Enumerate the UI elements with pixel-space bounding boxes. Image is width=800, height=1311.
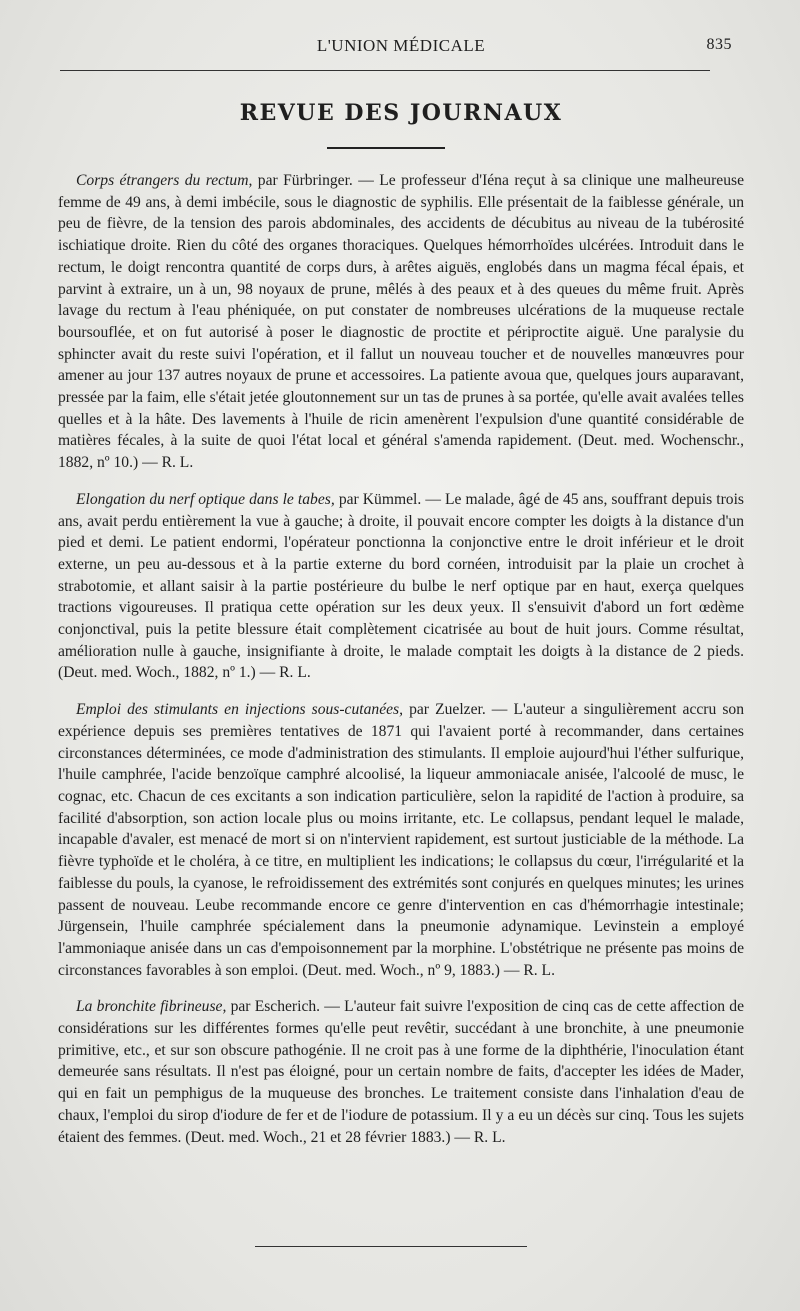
article-lead: Corps étrangers du rectum, [76,172,253,189]
article-rectum [58,170,744,474]
page-number: 835 [706,36,732,53]
article-lead: Elongation du nerf optique dans le tabes, [76,490,335,508]
article-text: par Escherich. — L'auteur fait suivre l'exposition de cinq cas de cette affection de considérations sur les différentes formes qu'elle peut revêtir, succédant à une bronchite, à une pneumonie primitive, etc., et sur son obscure pathogénie. Il ne croit pas à une forme de la diphthérie, l'inoculation étant demeurée sans résultats. Il n'est pas éloigné, pour un certain nombre de faits, d'accepter les idées de Mader, qui en fait un pemphigus de la muqueuse des bronches. Le traitement consiste dans l'inhalation d'eau de chaux, l'emploi du sirop d'iodure de fer et de l'iodure de potassium. Il y a eu un décès sur cinq. Tous les sujets étaient des femmes. (Deut. med. Woch., 21 et 28 février 1883.) — R. L. [58,998,745,1146]
article-lead: Emploi des stimulants en injections sous-cutanées, [76,701,404,719]
article-body [58,170,744,1163]
article-text: par Fürbringer. — Le professeur d'Iéna reçut à sa clinique une malheureuse femme de 49 ans, à demi imbécile, sous le diagnostic de syphilis. Elle présentait de la faiblesse générale, un peu de fièvre, de la tension des parois abdominales, des accidents de décubitus au niveau de la tubérosité ischiatique droite. Rien du côté des organes thoraciques. Quelques hémorrhoïdes ulcérées. Introduit dans le rectum, le doigt rencontra quantité de corps durs, à arêtes aiguës, englobés dans un magma fécal épais, et parvint à extraire, un à un, 98 noyaux de prune, mêlés à des peaux et à des queues du même fruit. Après lavage du rectum à l'eau phéniquée, on put constater de nombreuses ulcérations de la muqueuse rectale boursouflée, et on fut autorisé à poser le diagnostic de proctite et périproctite aiguë. Une paralysie du sphincter avait du reste suivi l'opération, et il fallut un nouveau toucher et de nouvelles manœuvres pour amener au jour 137 autres noyaux de prune et accessoires. La patiente avoua que, quelques jours auparavant, pressée par la faim, elle s'était jetée gloutonnement sur un tas de prunes à sa portée, qu'elle avait avalées telles quelles et à la hâte. Des lavements à l'huile de ricin amenèrent l'expulsion d'une quantité considérable de matières fécales, à la suite de quoi l'état local et général s'amenda rapidement. (Deut. med. Wochenschr., 1882, nº 10.) — R. L. [58,172,744,472]
header-rule [60,70,710,71]
end-rule [255,1246,527,1247]
running-title: L'UNION MÉDICALE [316,36,486,55]
article-text: par Kümmel. — Le malade, âgé de 45 ans, souffrant depuis trois ans, avait perdu entièrement la vue à gauche; à droite, il pouvait encore compter les doigts à la distance d'un pied et demi. Le patient endormi, l'opérateur ponctionna la conjonctive entre le droit inférieur et le droit externe, un peu au-dessous et à la partie externe du bord cornéen, introduisit par la plaie un crochet à strabotomie, et allant saisir à la partie postérieure du bulbe le nerf optique par en haut, exerça quelques tractions vigoureuses. Il pratiqua cette opération sur les deux yeux. Il s'ensuivit d'abord un fort œdème conjonctival, puis la petite blessure était complètement cicatrisée au bout de huit jours. Comme résultat, amélioration nulle à gauche, insignifiante à droite, le malade comptait les doigts à la distance de 2 pieds. (Deut. med. Woch., 1882, nº 1.) — R. L. [58,490,744,682]
article-lead: La bronchite fibrineuse, [76,998,227,1016]
article-optic-nerve [58,489,744,684]
running-head [58,36,744,62]
article-bronchitis [58,996,744,1148]
section-title: REVUE DES JOURNAUX [239,100,563,126]
article-stimulants [58,699,744,981]
article-text: par Zuelzer. — L'auteur a singulièrement accru son expérience depuis ses premières tentatives de 1871 qui l'avaient porté à recommander, dans certaines circonstances déterminées, ce mode d'administration des stimulants. Il emploie aujourd'hui l'éther sulfurique, l'huile camphrée, l'acide benzoïque camphré alcoolisé, la liqueur ammoniacale anisée, l'alcoolé de musc, le cognac, etc. Chacun de ces excitants a son indication particulière, selon la rapidité de l'action à produire, sa facilité d'absorption, son action locale plus ou moins irritante, etc. Le collapsus, pendant lequel le malade, incapable d'avaler, est menacé de mort si on n'intervient rapidement, est surtout justiciable de la méthode. La fièvre typhoïde et le choléra, à ce titre, en multiplient les indications; le collapsus du cœur, l'irrégularité et la faiblesse du pouls, la cyanose, le refroidissement des extrémités sont conjurés en quelques minutes; les urines passent de nouveau. Leube recommande encore ce genre d'intervention en cas d'hémorrhagie intestinale; Jürgensein, l'huile camphrée spécialement dans la pneumonie adynamique. Levinstein a employé l'ammoniaque anisée dans un cas d'empoisonnement par la morphine. L'obstétrique ne présente pas moins de circonstances favorables à son emploi. (Deut. med. Woch., nº 9, 1883.) — R. L. [58,701,745,979]
title-rule [327,147,445,149]
